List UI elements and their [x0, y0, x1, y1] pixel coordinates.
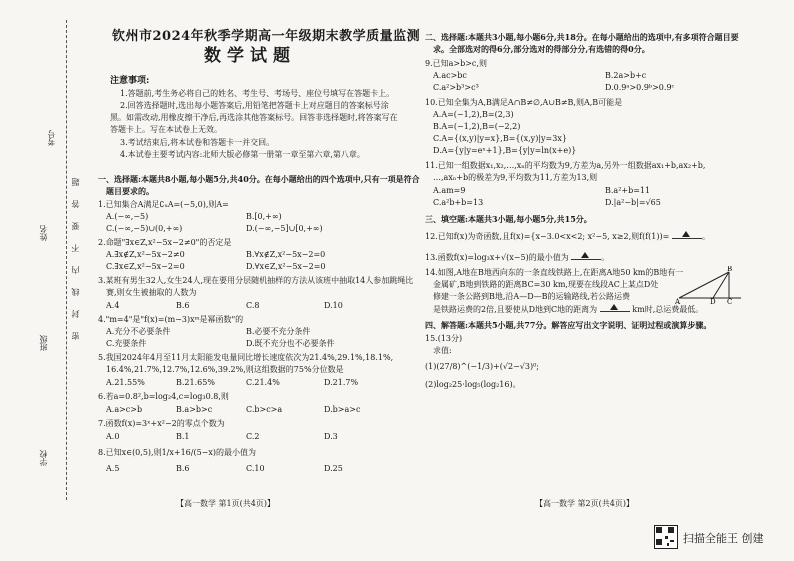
- notice-line: 4.本试卷主要考试内容:北师大版必修第一册第一章至第六章,第八章。: [120, 150, 365, 159]
- seal-char: 密: [71, 332, 80, 340]
- option: C.8: [246, 301, 260, 310]
- section-two-heading: 二、选择题:本题共3小题,每小题6分,共18分。在每小题给出的选项中,有多项符合题目要: [425, 32, 739, 42]
- notice-line: 1.答题前,考生务必将自己的姓名、考生号、考场号、座位号填写在答题卡上。: [120, 89, 395, 98]
- option: C.充要条件: [106, 339, 147, 348]
- option: B.A=(−1,2),B=(−2,2): [433, 122, 521, 131]
- option: D.A={y|y=eˣ+1},B={y|y=ln(x+e)}: [433, 146, 577, 155]
- option: A.4: [106, 301, 120, 310]
- option: A.a>c>b: [106, 405, 143, 414]
- option: B.a²+b=11: [605, 186, 651, 195]
- option: D.3: [324, 432, 338, 441]
- question-6: 6.若a=0.8²,b=log₂4,c=log₃0.8,则: [98, 392, 229, 401]
- section-two-heading-cont: 求。全部选对的得6分,部分选对的得部分分,有选错的得0分。: [433, 44, 650, 54]
- option: D.0.9ᵃ>0.9ᵇ>0.9ᶜ: [605, 83, 675, 92]
- option: D.25: [324, 464, 343, 473]
- answer-blank: [571, 252, 601, 260]
- question-14-cont: 金属矿,B地到铁路的距离BC=30 km,现要在线段AC上某点D处: [433, 280, 659, 289]
- seal-char: 线: [71, 288, 80, 296]
- notice-heading: 注意事项:: [110, 76, 150, 86]
- option: A.A=(−1,2),B=(2,3): [433, 110, 514, 119]
- question-13: 13.函数f(x)=log₃x+√(x−5)的最小值为 。: [425, 253, 610, 262]
- question-2: 2.命题"∃x∈Z,x²−5x−2≠0"的否定是: [98, 238, 232, 247]
- notice-line: 答题卡上。写在本试卷上无效。: [110, 125, 222, 134]
- question-7: 7.函数f(x)=3ˣ+x²−2的零点个数为: [98, 419, 225, 428]
- answer-blank: [600, 304, 630, 312]
- question-11: 11.已知一组数据x₁,x₂,…,xₙ的平均数为9,方差为a,另外一组数据ax₁+b,ax₂+b,: [425, 161, 706, 170]
- section-four-heading: 四、解答题:本题共5小题,共77分。解答应写出文字说明、证明过程或演算步骤。: [425, 320, 712, 330]
- option: B.1: [176, 432, 190, 441]
- question-14-cont: [433, 304, 703, 315]
- question-5-cont: 16.4%,21.7%,12.7%,12.6%,39.2%,则这组数据的75%分位数是: [106, 365, 344, 374]
- label-xuexiao: 学校: [39, 450, 48, 466]
- question-11-cont: …,axₙ+b的极差为9,平均数为11,方差为13,则: [433, 173, 598, 182]
- section-three-heading: 三、填空题:本题共3小题,每小题5分,共15分。: [425, 214, 592, 224]
- notice-line: 3.考试结束后,将本试卷和答题卡一并交回。: [120, 138, 275, 147]
- question-15: 15.(13分): [425, 334, 463, 343]
- seal-char: 内: [71, 266, 80, 274]
- question-3-cont: 赛,则女生被抽取的人数为: [106, 288, 197, 297]
- question-14-text: 是铁路运费的2倍,且要使从D地到C地的距离为: [433, 305, 598, 314]
- geometry-figure: [675, 266, 745, 304]
- question-8: 8.已知x∈(0,5),则1/x+16/(5−x)的最小值为: [98, 448, 256, 457]
- page-one: [98, 28, 421, 515]
- question-10: 10.已知全集为A,B满足A∩B≠∅,A∪B≠B,则A,B可能是: [425, 98, 623, 107]
- page-two: [425, 28, 773, 515]
- option: A.(−∞,−5): [106, 212, 149, 221]
- question-12-text: 12.已知f(x)为奇函数,且f(x)={x−3.0<x<2; x²−5, x≥2,则f(f(1))=: [425, 232, 670, 241]
- point-a-label: A: [675, 298, 681, 304]
- option: A.21.55%: [106, 378, 145, 387]
- seal-char: 不: [71, 244, 80, 252]
- question-14-tail: km时,总运费最低。: [632, 305, 704, 314]
- page-footer: 【高一数学 第2页(共4页)】: [535, 499, 634, 508]
- point-d-label: D: [710, 298, 716, 304]
- option: B.21.65%: [176, 378, 215, 387]
- section-one-heading: 一、选择题:本题共8小题,每小题5分,共40分。在每小题给出的四个选项中,只有一项是符合: [98, 174, 420, 184]
- option: D.∀x∈Z,x²−5x−2=0: [246, 262, 326, 271]
- section-one-heading-cont: 题目要求的。: [106, 186, 154, 196]
- question-14-cont: 修建一条公路到B地,沿A—D—B的运输路线,若公路运费: [433, 292, 631, 301]
- point-b-label: B: [727, 266, 733, 273]
- option: A.∃x∉Z,x²−5x−2≠0: [106, 250, 185, 259]
- option: C.b>c>a: [246, 405, 283, 414]
- option: C.A={(x,y)|y=x},B={(x,y)|y=3x}: [433, 134, 567, 143]
- page-footer: 【高一数学 第1页(共4页)】: [176, 499, 275, 508]
- option: B.∀x∉Z,x²−5x−2=0: [246, 250, 326, 259]
- option: B.6: [176, 301, 190, 310]
- option: C.2: [246, 432, 260, 441]
- option: D.b>a>c: [324, 405, 361, 414]
- option: A.am=9: [433, 186, 466, 195]
- option: B.必要不充分条件: [246, 327, 311, 336]
- question-4: 4."m=4"是"f(x)=(m−3)xᵐ是幂函数"的: [98, 315, 244, 324]
- qr-code-icon: [654, 525, 678, 549]
- option: B.[0,+∞): [246, 212, 282, 221]
- subject-title: 数学试题: [204, 46, 296, 66]
- seal-char: 题: [71, 178, 80, 186]
- seal-line: [66, 20, 67, 500]
- exam-title: 钦州市2024年秋季学期高一年级期末教学质量监测: [112, 29, 421, 44]
- question-15-part-1: (1)(27/8)^(−1/3)+(√2−√3)⁰;: [425, 362, 539, 371]
- question-12: 12.已知f(x)为奇函数,且f(x)={x−3.0<x<2; x²−5, x≥2,则f(f(1))= 。: [425, 232, 710, 241]
- seal-char: 封: [71, 310, 80, 318]
- label-kaohao: 考号: [47, 130, 56, 146]
- question-5: 5.我国2024年4月至11月太阳能发电量同比增长速度依次为21.4%,29.1%,18.1%,: [98, 353, 394, 362]
- question-14: 14.如图,A地在B地西向东的一条直线铁路上,在距离A地50 km的B地有一: [425, 268, 684, 277]
- binding-strip: [0, 0, 98, 515]
- option: B.a>b>c: [176, 405, 213, 414]
- question-1: 1.已知集合A满足∁ᵤA=(−5,0),则A=: [98, 200, 229, 209]
- notice-line: 2.回答选择题时,选出每小题答案后,用铅笔把答题卡上对应题目的答案标号涂: [120, 101, 389, 110]
- option: D.既不充分也不必要条件: [246, 339, 335, 348]
- seal-char: 答: [71, 200, 80, 208]
- option: A.ac>bc: [433, 71, 467, 80]
- option: B.6: [176, 464, 190, 473]
- option: C.10: [246, 464, 265, 473]
- notice-line: 黑。如需改动,用橡皮擦干净后,再选涂其他答案标号。回答非选择题时,将答案写在: [110, 113, 398, 122]
- answer-blank: [672, 231, 702, 239]
- option: D.21.7%: [324, 378, 359, 387]
- option: B.2a>b+c: [605, 71, 647, 80]
- option: A.0: [106, 432, 120, 441]
- option: C.a²b+b=13: [433, 198, 484, 207]
- option: D.(−∞,−5]∪[0,+∞): [246, 224, 323, 233]
- option: C.21.4%: [246, 378, 280, 387]
- scanner-brand: 扫描全能王 创建: [683, 532, 764, 545]
- option: D.|a²−b|=√65: [605, 198, 661, 207]
- seal-char: 要: [71, 222, 80, 230]
- option: A.充分不必要条件: [106, 327, 171, 336]
- option: A.5: [106, 464, 120, 473]
- option: C.∃x∈Z,x²−5x−2=0: [106, 262, 185, 271]
- option: D.10: [324, 301, 343, 310]
- question-15-part-2: (2)log₂25·log₅(log₂16)。: [425, 380, 521, 389]
- question-15-ask: 求值:: [433, 346, 452, 355]
- question-9: 9.已知a>b>c,则: [425, 59, 487, 68]
- question-3: 3.某班有男生32人,女生24人,现在要用分层随机抽样的方法从该班中抽取14人参加跳绳比: [98, 276, 414, 285]
- point-c-label: C: [727, 298, 733, 304]
- option: C.a²>b³>c³: [433, 83, 479, 92]
- label-xingming: 姓名: [39, 225, 48, 241]
- option: C.(−∞,−5)∪(0,+∞): [106, 224, 183, 233]
- label-banji: 班级: [39, 335, 48, 351]
- question-13-text: 13.函数f(x)=log₃x+√(x−5)的最小值为: [425, 253, 569, 262]
